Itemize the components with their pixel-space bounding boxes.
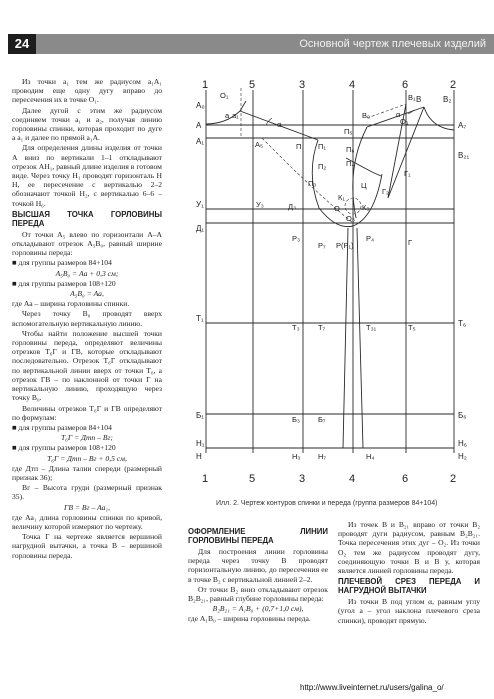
paragraph: Из точки а₁ тем же радиусом а₁А₁ проводим еще одну дугу вправо до пересечения их в точке O₁. bbox=[12, 77, 162, 105]
point-label: Н₂ bbox=[458, 452, 467, 461]
point-label: Г₂ bbox=[382, 187, 389, 196]
paragraph: От точки А₅ влево по горизонтали А–А откладывают отрезок А₅В₀, равный ширине горловины переда: bbox=[12, 229, 162, 258]
right-column bbox=[338, 520, 480, 626]
figure-caption: Илл. 2. Чертеж контуров спинки и переда (группа размеров 84+104) bbox=[216, 500, 438, 507]
point-label: Н₄ bbox=[366, 452, 375, 461]
paragraph: От точки В₂ вниз откладывают отрезок В₂В₂₁, равный глубине горловины переда: bbox=[188, 584, 328, 604]
point-label: П₄ bbox=[346, 159, 355, 168]
point-label: В₂₁ bbox=[458, 151, 470, 160]
point-label: Р(Р₁) bbox=[336, 241, 354, 250]
point-label: П₃ bbox=[308, 179, 317, 188]
point-label: Г₁ bbox=[404, 169, 411, 178]
col-number: 4 bbox=[349, 79, 356, 91]
point-label: О₁ bbox=[220, 91, 229, 100]
section-heading: ОФОРМЛЕНИЕ ЛИНИИ ГОРЛОВИНЫ ПЕРЕДА bbox=[188, 527, 328, 545]
col-number: 6 bbox=[402, 79, 409, 91]
point-label: А bbox=[196, 121, 202, 130]
col-number: 3 bbox=[299, 79, 306, 91]
formula: А₅В₀ = Аа, bbox=[70, 289, 104, 299]
paragraph: Из точек В и В₂₁ вправо от точки В₂ проводят дуги радиусом, равным В₂В₂₁. Точка пересечения этих дуг – О₂. Из точки О₂ тем же радиусом проводят дугу, соединяющую точки В и В у, которая является линией горловины переда. bbox=[338, 520, 480, 576]
paragraph: Для построения линии горловины переда через точку В проводят горизонтальную линию, до пересечения ее в точке В₂ с вертикальной линией 2–2. bbox=[188, 547, 328, 584]
point-label: Т₇ bbox=[318, 323, 326, 332]
point-label: А₅ bbox=[255, 140, 264, 149]
point-label: У₁ bbox=[196, 200, 204, 209]
point-label: Т₆ bbox=[458, 319, 467, 328]
point-label: О₁ bbox=[400, 117, 409, 126]
point-label: α bbox=[277, 120, 282, 129]
paragraph: где А₁В₀ – ширина горловины переда. bbox=[188, 614, 311, 624]
bullet-item: ■ для группы размеров 84+104 bbox=[12, 258, 112, 268]
paragraph: где Аа₁ длина горловины спинки по кривой, величину которой измеряют по чертежу. bbox=[12, 512, 162, 531]
point-label: А₇ bbox=[458, 121, 467, 130]
page-number: 24 bbox=[8, 34, 36, 54]
point-label: П₂ bbox=[318, 162, 327, 171]
point-label: К₁ bbox=[338, 193, 345, 202]
point-label: Р₇ bbox=[318, 241, 326, 250]
paragraph: где Аа – ширина горловины спинки. bbox=[12, 299, 130, 309]
point-label: Г bbox=[408, 238, 413, 247]
point-label: О bbox=[334, 204, 340, 213]
col-number: 2 bbox=[450, 473, 457, 485]
point-label: Т₅ bbox=[408, 323, 416, 332]
pattern-drawing bbox=[196, 78, 486, 488]
point-label: П₆ bbox=[346, 145, 355, 154]
formula: ГВ = Вг – Аа₁, bbox=[64, 502, 110, 512]
point-label: П bbox=[296, 142, 302, 151]
paragraph: Для определения длины изделия от точки А вниз по вертикали 1–1 откладывают отрезок АН₁, равный длине изделия в готовом виде. Через точку Н₁ проводят горизонталь Н Н, ее пересечение с вертикалью 2–2 обозначают точкой Н₂, с вертикалью 6–6 – точкой Н₆. bbox=[12, 143, 162, 208]
point-label: Н₆ bbox=[458, 439, 468, 448]
point-label: А₁ bbox=[196, 137, 205, 146]
point-label: а₁ bbox=[232, 111, 239, 120]
col-number: 5 bbox=[249, 473, 256, 485]
section-heading: ПЛЕЧЕВОЙ СРЕЗ ПЕРЕДА И НАГРУДНОЙ ВЫТАЧКИ bbox=[338, 577, 480, 596]
paragraph: Точка Г на чертеже является вершиной нагрудной вытачки, а точка В – вершиной горловины переда. bbox=[12, 532, 162, 560]
point-label: Б₁ bbox=[196, 411, 204, 420]
formula: Т₆Г = Дтп – Вг; bbox=[61, 433, 113, 443]
paragraph: Величины отрезков Т₆Г и ГВ определяют по формулам: bbox=[12, 403, 162, 422]
point-label: Д₁ bbox=[196, 224, 205, 233]
col-number: 1 bbox=[202, 473, 209, 485]
section-heading: ВЫСШАЯ ТОЧКА ГОРЛОВИНЫ ПЕРЕДА bbox=[12, 209, 162, 228]
point-label: Р₄ bbox=[366, 234, 375, 243]
formula: В₂В₂₁ = А₁В₀ + (0,7+1,0 см), bbox=[212, 604, 304, 614]
paragraph: где Дтп – Длина талии спереди (размерный признак 36); bbox=[12, 463, 162, 482]
point-label: Н₃ bbox=[292, 452, 301, 461]
paragraph: Из точки В под углом α, равным углу (угол а – угол наклона плечевого среза спинки), проводят прямую. bbox=[338, 597, 480, 625]
point-label: Н bbox=[196, 452, 202, 461]
paragraph: Чтобы найти положение высшей точки горловины переда, определяют величины отрезков Т₆Г и ГВ, которые откладывают последовательно. Отрезок Т₆Г откладывают по вертикальной линии вверх от точки Т₆, а отрезок ГВ – по наклонной от точки Г на вертикальную линию, проходящую через точку В₀. bbox=[12, 328, 162, 403]
point-label: Т₁ bbox=[196, 314, 204, 323]
point-label: Д₃ bbox=[288, 202, 297, 211]
point-label: Ц bbox=[361, 181, 367, 190]
point-label: Б₆ bbox=[458, 411, 467, 420]
point-label: К₃ bbox=[362, 203, 370, 212]
col-number: 3 bbox=[299, 473, 306, 485]
point-label: В bbox=[416, 95, 422, 104]
formula: А₅В₀ = Аа + 0,3 см; bbox=[55, 268, 119, 278]
point-label: Б₇ bbox=[318, 415, 326, 424]
formula: Т₆Г = Дтп – Вг + 0,5 см, bbox=[47, 453, 127, 463]
page-header bbox=[8, 34, 494, 54]
paragraph: Вг – Высота груди (размерный признак 35). bbox=[12, 483, 162, 502]
col-number: 6 bbox=[402, 473, 409, 485]
point-label: В₁ bbox=[408, 93, 416, 102]
bullet-item: ■ для группы размеров 108+120 bbox=[12, 278, 116, 288]
bullet-item: ■ для группы размеров 108+120 bbox=[12, 443, 116, 453]
bullet-item: ■ для группы размеров 84+104 bbox=[12, 422, 112, 432]
point-label: П₁ bbox=[318, 142, 326, 151]
point-label: В₀ bbox=[362, 111, 371, 120]
col-number: 4 bbox=[349, 473, 356, 485]
point-label: О₃ bbox=[346, 214, 355, 223]
left-column bbox=[12, 77, 162, 561]
point-label: А₀ bbox=[196, 101, 205, 110]
col-number: 5 bbox=[249, 79, 256, 91]
running-title: Основной чертеж плечевых изделий bbox=[299, 38, 486, 50]
point-label: а bbox=[225, 111, 230, 120]
point-label: Р₃ bbox=[292, 234, 301, 243]
point-label: У₃ bbox=[256, 200, 264, 209]
point-label: Т₃ bbox=[292, 323, 300, 332]
point-label: Т₃₁ bbox=[366, 323, 377, 332]
point-label: Н₇ bbox=[318, 452, 326, 461]
paragraph: Далее дугой с этим же радиусом соединяем точки а₁ и а₂, получая линию горловины спинки, которая проходит по дуге а а₁ и далее по прямой а₁А. bbox=[12, 105, 162, 143]
point-label: α bbox=[396, 110, 401, 119]
point-label: Н₁ bbox=[196, 439, 205, 448]
point-label: П₅ bbox=[344, 127, 353, 136]
col-number: 1 bbox=[202, 79, 209, 91]
point-label: В₂ bbox=[443, 95, 452, 104]
source-url[interactable]: http://www.liveinternet.ru/users/galina_o/ bbox=[300, 683, 444, 692]
col-number: 2 bbox=[450, 79, 457, 91]
paragraph: Через точку В₀ проводят вверх вспомогательную вертикальную линию. bbox=[12, 309, 162, 328]
middle-column bbox=[188, 525, 328, 625]
point-label: Б₃ bbox=[292, 415, 300, 424]
